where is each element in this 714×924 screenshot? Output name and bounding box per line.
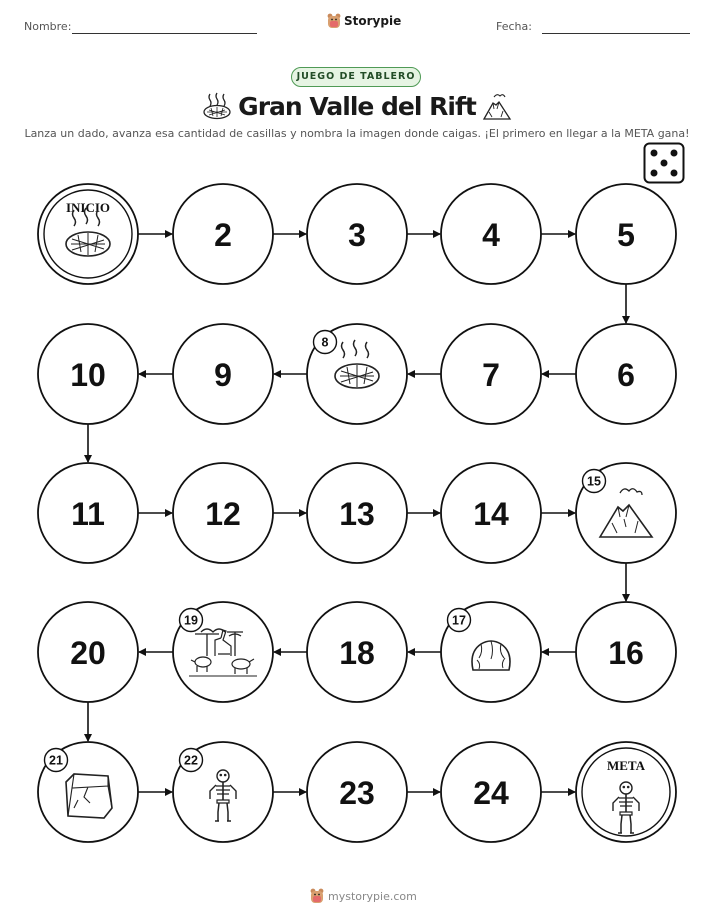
board-square-20[interactable]	[38, 602, 138, 702]
name-label: Nombre:	[24, 20, 72, 33]
finish-label: META	[606, 758, 646, 773]
square-number: 13	[339, 496, 375, 532]
square-number: 24	[473, 775, 509, 811]
square-number: 4	[482, 217, 500, 253]
square-number: 10	[70, 357, 106, 393]
board-square-19[interactable]	[173, 602, 273, 702]
board-square-1[interactable]	[38, 184, 138, 284]
board-square-16[interactable]	[576, 602, 676, 702]
board-square-6[interactable]	[576, 324, 676, 424]
square-number: 7	[482, 357, 500, 393]
board-square-4[interactable]	[441, 184, 541, 284]
square-number: 9	[214, 357, 232, 393]
board-square-9[interactable]	[173, 324, 273, 424]
board-square-18[interactable]	[307, 602, 407, 702]
square-number: 19	[184, 613, 198, 628]
square-number: 14	[473, 496, 509, 532]
board-square-17[interactable]	[441, 602, 541, 702]
square-number: 21	[49, 753, 63, 768]
board-square-2[interactable]	[173, 184, 273, 284]
stone-block-icon	[66, 774, 112, 818]
board-square-11[interactable]	[38, 463, 138, 563]
footer	[310, 888, 417, 904]
category-badge: JUEGO DE TABLERO	[291, 67, 421, 87]
board-square-7[interactable]	[441, 324, 541, 424]
square-number: 18	[339, 635, 375, 671]
board-square-15[interactable]	[576, 463, 676, 563]
square-number: 20	[70, 635, 106, 671]
square-number: 2	[214, 217, 232, 253]
page-title: Gran Valle del Rift	[238, 92, 476, 121]
board-square-10[interactable]	[38, 324, 138, 424]
square-number: 12	[205, 496, 241, 532]
board-square-25[interactable]	[576, 742, 676, 842]
square-number: 5	[617, 217, 635, 253]
square-number: 22	[184, 753, 198, 768]
square-number: 15	[587, 474, 601, 489]
square-number: 11	[71, 496, 105, 532]
instructions: Lanza un dado, avanza esa cantidad de casillas y nombra la imagen donde caigas. ¡El primero en llegar a la META gana!	[24, 127, 690, 140]
square-number: 17	[452, 613, 466, 628]
square-number: 6	[617, 357, 635, 393]
start-label: INICIO	[65, 200, 111, 215]
square-number: 8	[321, 335, 329, 350]
brand-name: Storypie	[344, 14, 402, 28]
footer-url: mystorypie.com	[328, 889, 417, 903]
board-square-8[interactable]	[307, 324, 407, 424]
board-square-14[interactable]	[441, 463, 541, 563]
square-number: 3	[348, 217, 366, 253]
board-square-5[interactable]	[576, 184, 676, 284]
bear-mascot-icon	[310, 888, 324, 904]
board-square-22[interactable]	[173, 742, 273, 842]
board-square-21[interactable]	[38, 742, 138, 842]
date-label: Fecha:	[496, 20, 532, 33]
board-square-13[interactable]	[307, 463, 407, 563]
board-square-3[interactable]	[307, 184, 407, 284]
square-number: 16	[608, 635, 644, 671]
square-number: 23	[339, 775, 375, 811]
board-square-23[interactable]	[307, 742, 407, 842]
board-square-12[interactable]	[173, 463, 273, 563]
board-square-24[interactable]	[441, 742, 541, 842]
